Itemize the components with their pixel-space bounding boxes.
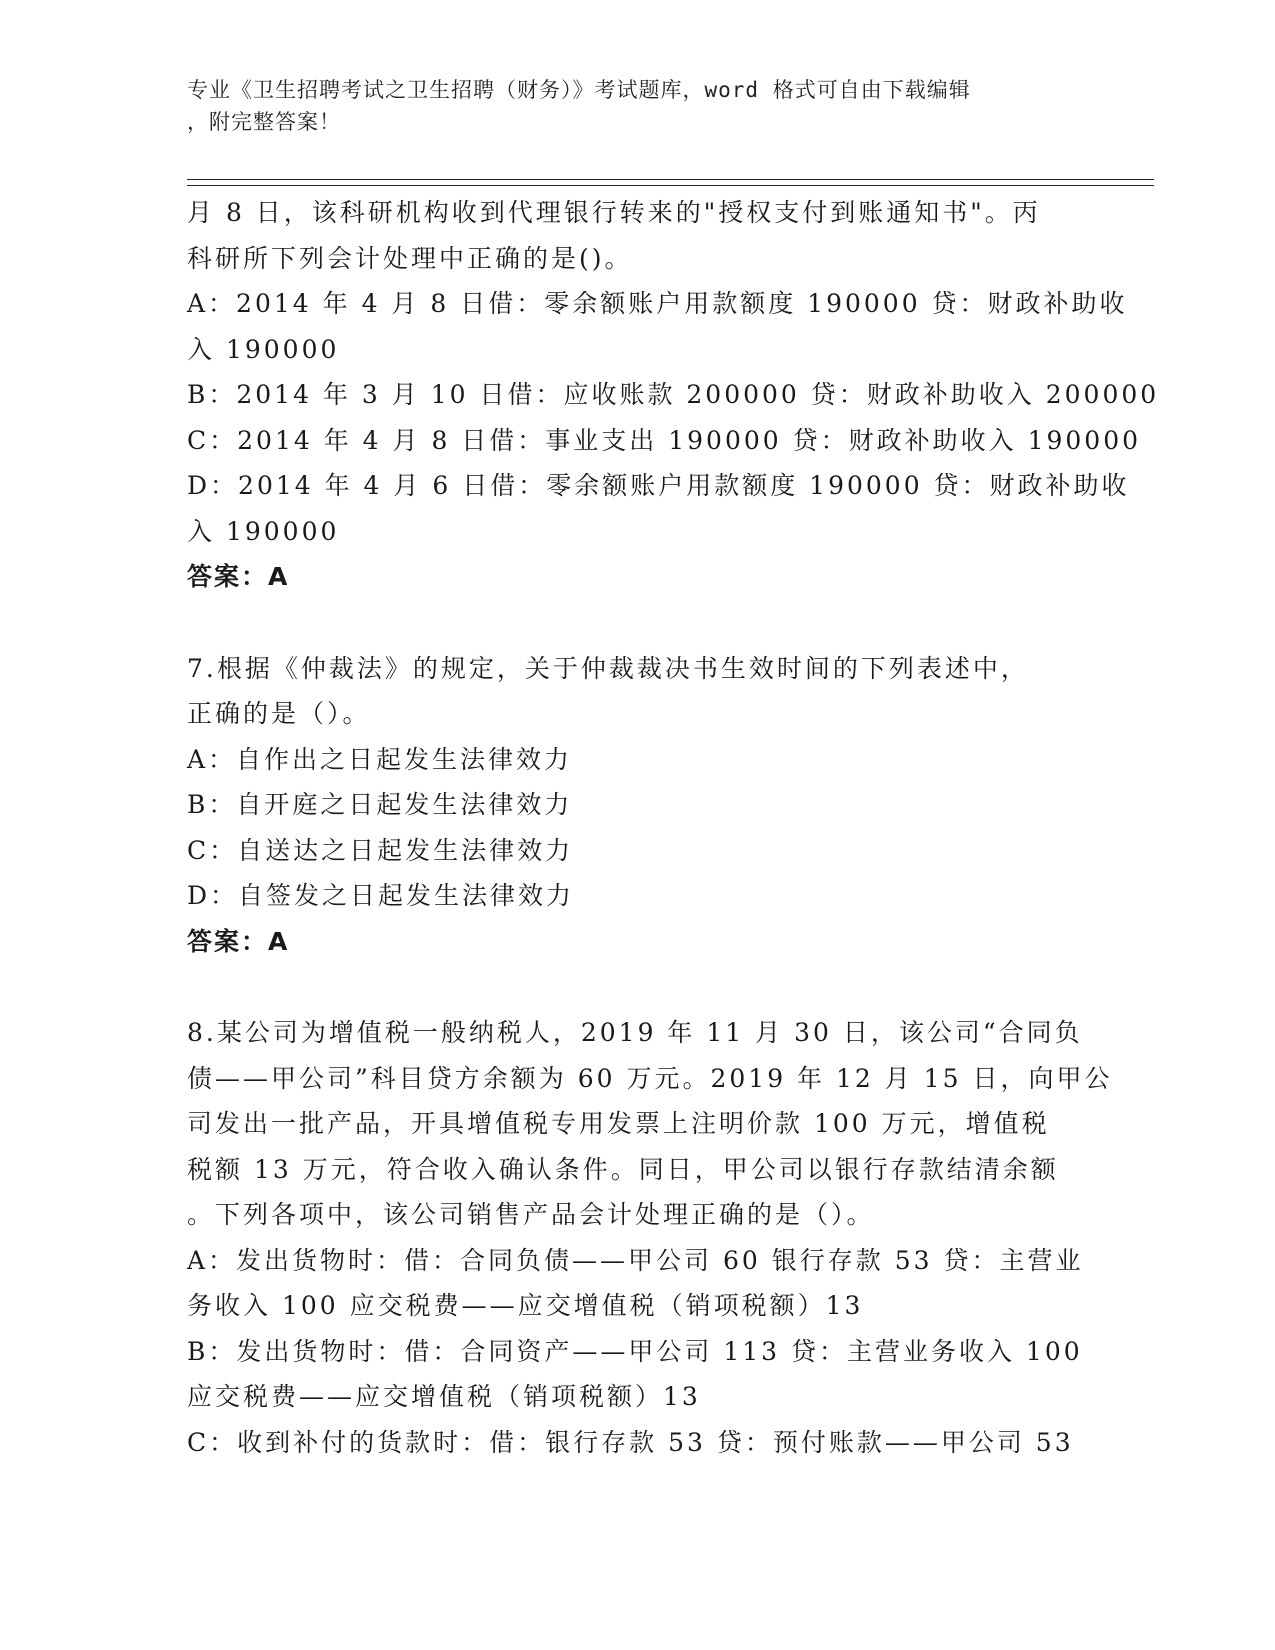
option-d: D：自签发之日起发生法律效力 <box>187 881 575 910</box>
question-stem-line: 税额 13 万元，符合收入确认条件。同日，甲公司以银行存款结清余额 <box>187 1154 1059 1184</box>
header-line-2: ，附完整答案！ <box>187 110 341 134</box>
header-divider <box>187 179 1154 180</box>
question-8 <box>187 1010 1113 1465</box>
question-stem-line: 债——甲公司”科目贷方余额为 60 万元。2019 年 12 月 15 日，向甲公 <box>187 1063 1113 1093</box>
option-b: B：自开庭之日起发生法律效力 <box>187 790 573 819</box>
answer: 答案：A <box>187 926 290 956</box>
option-a: A：自作出之日起发生法律效力 <box>187 744 573 774</box>
question-stem-line: 司发出一批产品，开具增值税专用发票上注明价款 100 万元，增值税 <box>187 1109 1050 1138</box>
question-7 <box>187 646 1087 965</box>
option-a-continued: 务收入 100 应交税费——应交增值税（销项税额）13 <box>187 1291 864 1320</box>
header-divider-thin <box>187 185 1154 186</box>
header-line-1: 专业《卫生招聘考试之卫生招聘（财务）》考试题库，word 格式可自由下载编辑 <box>187 78 971 102</box>
option-d: D：2014 年 4 月 6 日借：零余额账户用款额度 190000 贷：财政补助收 <box>187 471 1130 500</box>
question-stem-line: 科研所下列会计处理中正确的是()。 <box>187 243 633 273</box>
document-body <box>187 190 1160 1465</box>
question-stem-line: 7.根据《仲裁法》的规定，关于仲裁裁决书生效时间的下列表述中， <box>187 653 1029 683</box>
option-a-continued: 入 190000 <box>187 334 340 364</box>
option-b: B：2014 年 3 月 10 日借：应收账款 200000 贷：财政补助收入 200000 <box>187 380 1160 409</box>
page-header <box>187 74 1067 138</box>
option-b-continued: 应交税费——应交增值税（销项税额）13 <box>187 1382 701 1411</box>
question-stem-line: 8.某公司为增值税一般纳税人，2019 年 11 月 30 日，该公司“合同负 <box>187 1018 1083 1047</box>
question-stem-line: 月 8 日，该科研机构收到代理银行转来的"授权支付到账通知书"。丙 <box>187 198 1041 227</box>
option-c: C：2014 年 4 月 8 日借：事业支出 190000 贷：财政补助收入 190000 <box>187 425 1142 455</box>
question-stem-line: 正确的是（）。 <box>187 699 371 728</box>
question-stem-line: 。下列各项中，该公司销售产品会计处理正确的是（）。 <box>187 1200 875 1229</box>
spacer <box>187 600 1087 646</box>
option-d-continued: 入 190000 <box>187 516 340 546</box>
option-c: C：收到补付的货款时：借：银行存款 53 贷：预付账款——甲公司 53 <box>187 1427 1074 1457</box>
option-a: A：2014 年 4 月 8 日借：零余额账户用款额度 190000 贷：财政补助收 <box>187 289 1128 318</box>
option-b: B：发出货物时：借：合同资产——甲公司 113 贷：主营业务收入 100 <box>187 1336 1083 1366</box>
option-a: A：发出货物时：借：合同负债——甲公司 60 银行存款 53 贷：主营业 <box>187 1245 1084 1275</box>
spacer <box>187 964 1087 1010</box>
answer: 答案：A <box>187 562 290 591</box>
question-6 <box>187 190 1160 600</box>
option-c: C：自送达之日起发生法律效力 <box>187 835 574 865</box>
